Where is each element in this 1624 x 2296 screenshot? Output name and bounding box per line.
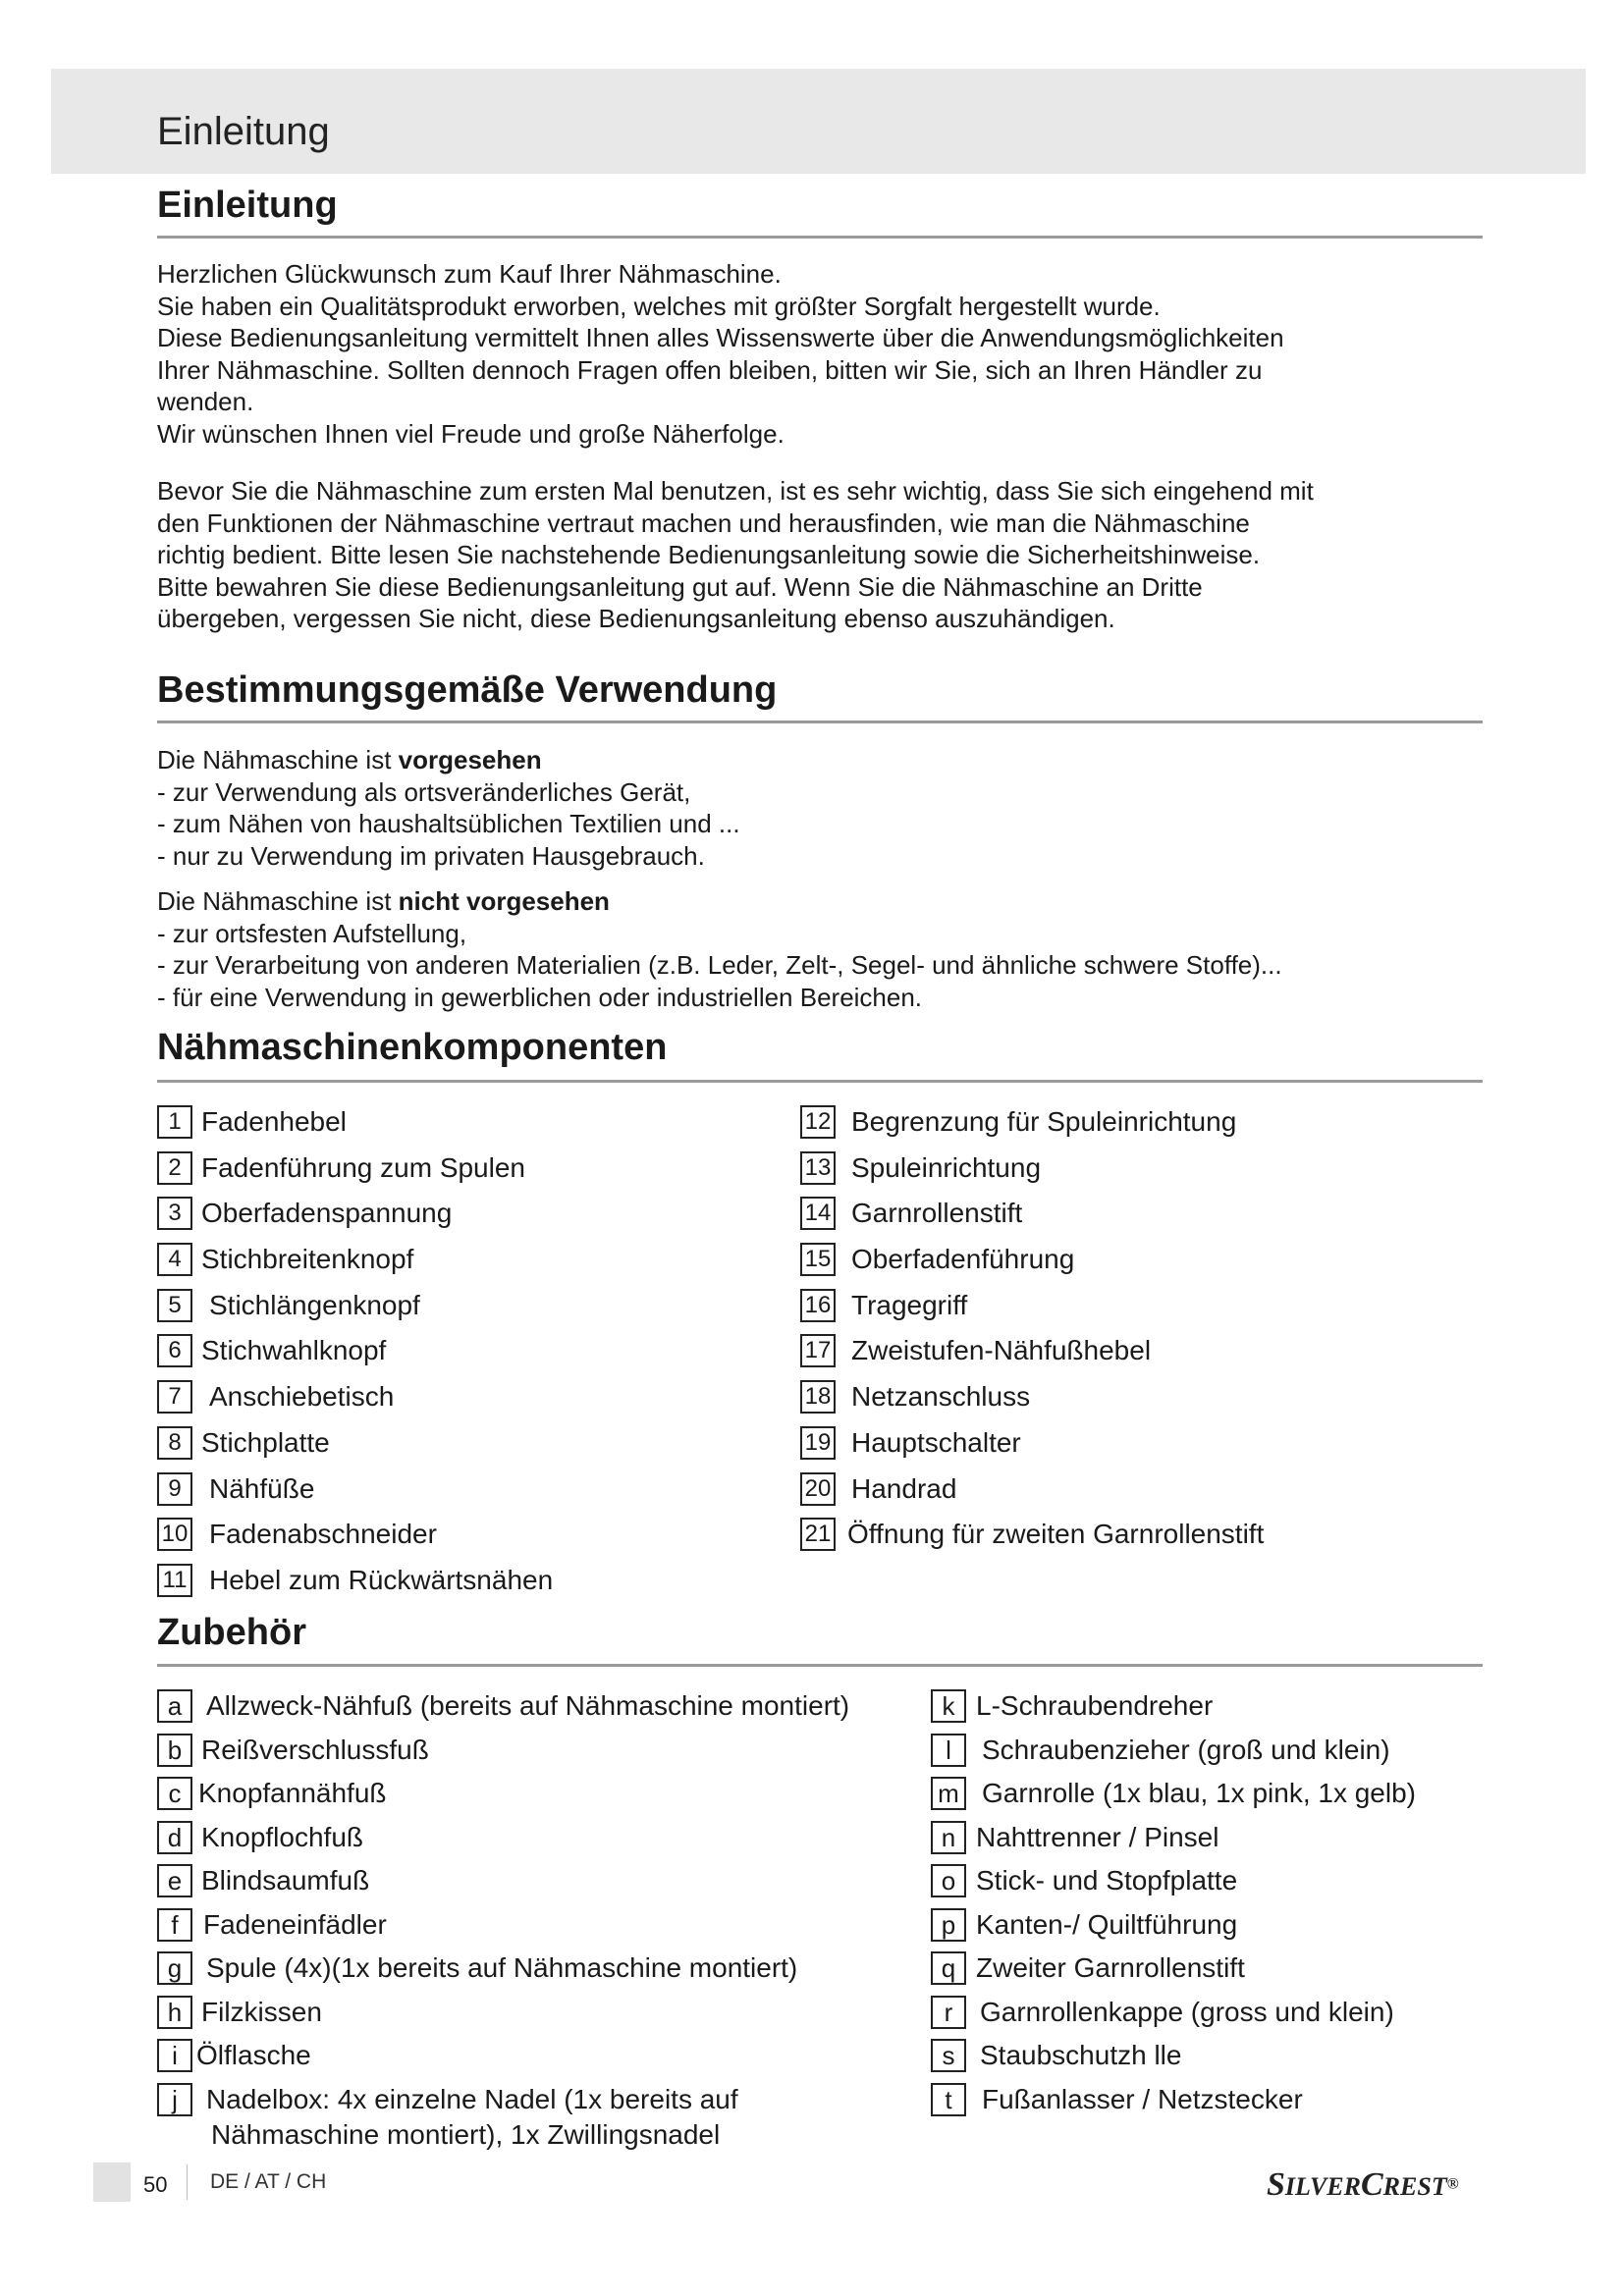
component-number-box: 4 — [157, 1243, 192, 1276]
component-label: Handrad — [851, 1473, 957, 1504]
not-intended-bold: nicht vorgesehen — [398, 886, 610, 916]
page-number: 50 — [143, 2172, 168, 2197]
accessory-letter-box: h — [157, 1996, 192, 2029]
text-line: übergeben, vergessen Sie nicht, diese Bedienungsanleitung ebenso auszuhändigen. — [157, 604, 1115, 633]
accessory-letter-box: i — [157, 2039, 192, 2072]
accessory-label: Schraubenzieher (groß und klein) — [982, 1735, 1390, 1765]
component-label: Netzanschluss — [851, 1381, 1031, 1412]
text-line: richtig bedient. Bitte lesen Sie nachstehende Bedienungsanleitung sowie die Sicherheitshinweise. — [157, 540, 1261, 569]
component-label: Anschiebetisch — [209, 1381, 395, 1412]
heading-einleitung: Einleitung — [157, 185, 338, 226]
accessory-letter-box: c — [157, 1777, 192, 1810]
accessory-letter-box: e — [157, 1864, 192, 1897]
accessory-label: Fußanlasser / Netzstecker — [982, 2084, 1303, 2114]
component-number-box: 13 — [800, 1151, 836, 1185]
accessory-label: L-Schraubendreher — [976, 1690, 1214, 1721]
accessory-label: Staubschutzh lle — [980, 2040, 1182, 2070]
heading-rule — [157, 1664, 1483, 1667]
component-label: Fadenabschneider — [209, 1519, 437, 1549]
accessory-label: Kanten-/ Quiltführung — [976, 1909, 1238, 1940]
component-number-box: 19 — [800, 1426, 836, 1460]
text-line: - zur Verwendung als ortsveränderliches Gerät, — [157, 776, 691, 807]
component-number-box: 17 — [800, 1334, 836, 1367]
logo-letters: REST — [1382, 2172, 1447, 2201]
accessory-letter-box: k — [931, 1689, 966, 1723]
text-line: Diese Bedienungsanleitung vermittelt Ihnen alles Wissenswerte über die Anwendungsmöglichkeiten — [157, 323, 1284, 352]
component-number-box: 21 — [800, 1518, 836, 1551]
accessory-letter-box: p — [931, 1908, 966, 1942]
accessory-label: Spule (4x)(1x bereits auf Nähmaschine montiert) — [206, 1952, 798, 1983]
component-number-box: 10 — [157, 1518, 192, 1551]
component-label: Begrenzung für Spuleinrichtung — [851, 1106, 1237, 1137]
logo-letters: ILVER — [1284, 2172, 1361, 2201]
heading-rule — [157, 236, 1483, 239]
text-line — [157, 885, 1492, 918]
accessory-letter-box: j — [157, 2083, 192, 2116]
component-number-box: 5 — [157, 1289, 192, 1322]
intro-paragraph-2 — [157, 475, 1492, 635]
text-line — [157, 744, 1492, 776]
text-line: - zur Verarbeitung von anderen Materialien (z.B. Leder, Zelt-, Segel- und ähnliche schwere Stoffe)... — [157, 950, 1282, 980]
component-label: Oberfadenführung — [851, 1244, 1075, 1274]
footer-divider — [187, 2164, 188, 2200]
text-line: wenden. — [157, 387, 254, 416]
component-label: Stichbreitenknopf — [201, 1244, 414, 1274]
accessory-letter-box: g — [157, 1951, 192, 1985]
component-number-box: 2 — [157, 1151, 192, 1185]
footer-page-marker — [93, 2163, 131, 2202]
accessory-label: Ölflasche — [196, 2040, 311, 2070]
accessory-letter-box: m — [931, 1777, 966, 1810]
heading-rule — [157, 1080, 1483, 1083]
accessory-label: Knopfannähfuß — [198, 1778, 387, 1808]
accessory-letter-box: t — [931, 2083, 966, 2116]
heading-rule — [157, 721, 1483, 723]
accessory-label: Nadelbox: 4x einzelne Nadel (1x bereits auf — [206, 2084, 738, 2114]
accessory-label: Fadeneinfädler — [203, 1909, 387, 1940]
logo-letter: S — [1267, 2166, 1285, 2203]
registered-mark: ® — [1446, 2175, 1459, 2193]
component-label: Zweistufen-Nähfußhebel — [851, 1335, 1152, 1365]
accessory-label: Zweiter Garnrollenstift — [976, 1952, 1245, 1983]
component-label: Nähfüße — [209, 1473, 315, 1504]
component-number-box: 16 — [800, 1289, 836, 1322]
accessory-label: Garnrollenkappe (gross und klein) — [980, 1997, 1394, 2027]
brand-logo — [1267, 2166, 1459, 2204]
component-number-box: 20 — [800, 1472, 836, 1506]
text-line: Bevor Sie die Nähmaschine zum ersten Mal benutzen, ist es sehr wichtig, dass Sie sich eingehend mit — [157, 476, 1314, 506]
accessory-letter-box: n — [931, 1821, 966, 1854]
text-line: Bitte bewahren Sie diese Bedienungsanleitung gut auf. Wenn Sie die Nähmaschine an Dritte — [157, 571, 1203, 602]
accessory-letter-box: l — [931, 1734, 966, 1767]
accessory-letter-box: b — [157, 1734, 192, 1767]
heading-intended-use: Bestimmungsgemäße Verwendung — [157, 669, 778, 711]
intended-prefix: Die Nähmaschine ist — [157, 745, 399, 774]
component-label: Garnrollenstift — [851, 1198, 1023, 1228]
accessory-label: Filzkissen — [201, 1997, 322, 2027]
component-number-box: 1 — [157, 1105, 192, 1139]
heading-accessories: Zubehör — [157, 1612, 306, 1653]
component-label: Stichplatte — [201, 1427, 330, 1458]
component-label: Tragegriff — [851, 1290, 968, 1320]
accessory-letter-box: o — [931, 1864, 966, 1897]
not-intended-use-list — [157, 885, 1492, 1013]
text-line: Ihrer Nähmaschine. Sollten dennoch Fragen offen bleiben, bitten wir Sie, sich an Ihren Händler zu — [157, 354, 1263, 385]
component-label: Hauptschalter — [851, 1427, 1021, 1458]
text-line: - zum Nähen von haushaltsüblichen Textilien und ... — [157, 809, 740, 838]
accessory-letter-box: r — [931, 1996, 966, 2029]
accessory-letter-box: f — [157, 1908, 192, 1942]
accessory-label: Nahttrenner / Pinsel — [976, 1822, 1219, 1852]
logo-letter: C — [1360, 2166, 1383, 2203]
accessory-label: Allzweck-Nähfuß (bereits auf Nähmaschine montiert) — [206, 1690, 850, 1721]
component-number-box: 15 — [800, 1243, 836, 1276]
not-intended-prefix: Die Nähmaschine ist — [157, 886, 399, 916]
component-number-box: 8 — [157, 1426, 192, 1460]
component-number-box: 3 — [157, 1197, 192, 1230]
component-number-box: 12 — [800, 1105, 836, 1139]
text-line: Wir wünschen Ihnen viel Freude und große Näherfolge. — [157, 418, 785, 449]
component-label: Fadenführung zum Spulen — [201, 1152, 525, 1183]
component-number-box: 14 — [800, 1197, 836, 1230]
component-number-box: 7 — [157, 1380, 192, 1414]
component-label: Stichlängenknopf — [209, 1290, 420, 1320]
accessory-label: Knopflochfuß — [201, 1822, 363, 1852]
component-number-box: 18 — [800, 1380, 836, 1414]
intro-paragraph-1 — [157, 258, 1492, 450]
component-label: Hebel zum Rückwärtsnähen — [209, 1565, 554, 1595]
component-label: Spuleinrichtung — [851, 1152, 1042, 1183]
text-line: - zur ortsfesten Aufstellung, — [157, 918, 467, 948]
intended-bold: vorgesehen — [398, 745, 542, 774]
accessory-label: Reißverschlussfuß — [201, 1735, 429, 1765]
accessory-letter-box: q — [931, 1951, 966, 1985]
heading-components: Nähmaschinenkomponenten — [157, 1027, 668, 1068]
text-line: - für eine Verwendung in gewerblichen oder industriellen Bereichen. — [157, 982, 923, 1012]
text-line: Sie haben ein Qualitätsprodukt erworben, welches mit größter Sorgfalt hergestellt wurde. — [157, 291, 1161, 321]
component-label: Öffnung für zweiten Garnrollenstift — [847, 1519, 1265, 1549]
component-label: Fadenhebel — [201, 1106, 347, 1137]
accessory-label-continued: Nähmaschine montiert), 1x Zwillingsnadel — [211, 2119, 721, 2150]
page-section-title: Einleitung — [157, 110, 330, 153]
accessory-label: Blindsaumfuß — [201, 1865, 370, 1896]
accessory-letter-box: a — [157, 1689, 192, 1723]
country-codes: DE / AT / CH — [210, 2170, 327, 2193]
accessory-letter-box: s — [931, 2039, 966, 2072]
accessory-label: Stick- und Stopfplatte — [976, 1865, 1238, 1896]
text-line: - nur zu Verwendung im privaten Hausgebrauch. — [157, 840, 705, 871]
text-line: Herzlichen Glückwunsch zum Kauf Ihrer Nähmaschine. — [157, 259, 782, 289]
component-number-box: 6 — [157, 1334, 192, 1367]
text-line: den Funktionen der Nähmaschine vertraut machen und herausfinden, wie man die Nähmaschine — [157, 507, 1250, 538]
component-number-box: 9 — [157, 1472, 192, 1506]
accessory-label: Garnrolle (1x blau, 1x pink, 1x gelb) — [982, 1778, 1416, 1808]
intended-use-list — [157, 744, 1492, 872]
component-label: Oberfadenspannung — [201, 1198, 453, 1228]
accessory-letter-box: d — [157, 1821, 192, 1854]
component-number-box: 11 — [157, 1564, 192, 1597]
component-label: Stichwahlknopf — [201, 1335, 387, 1365]
